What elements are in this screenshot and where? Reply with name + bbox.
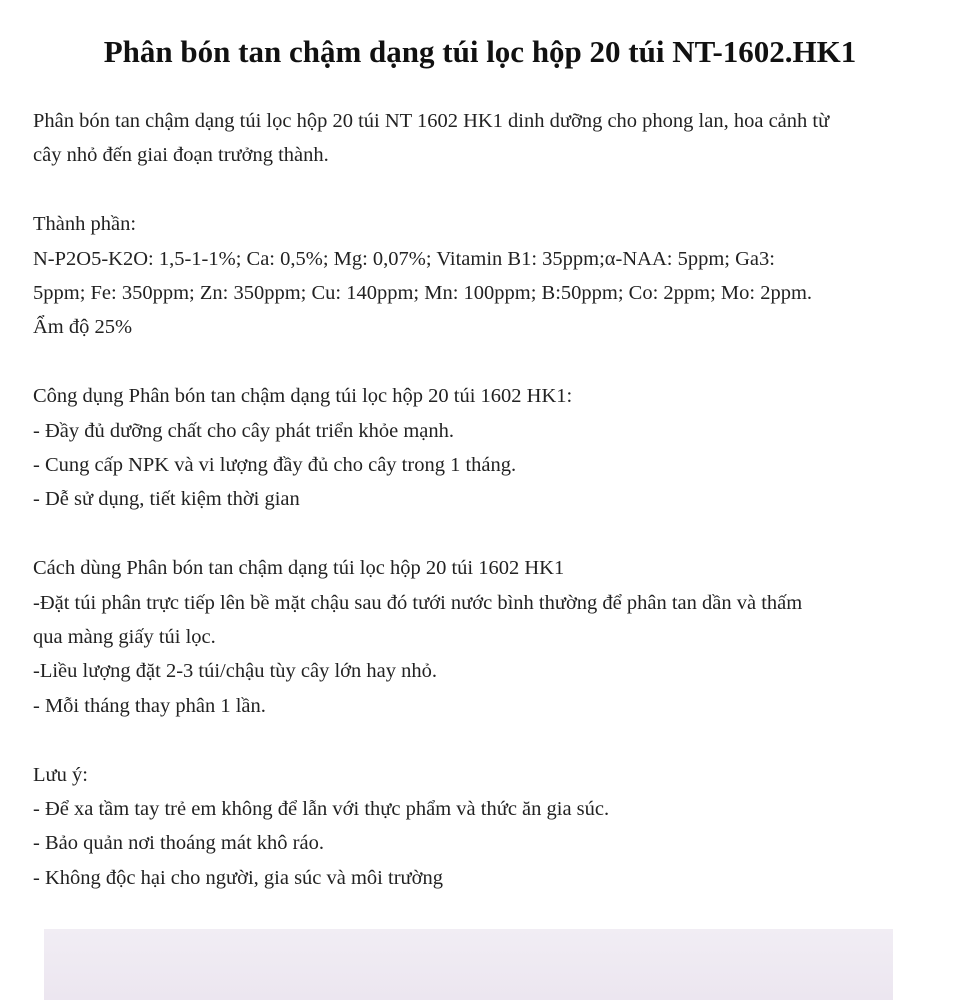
usage-item: -Liều lượng đặt 2-3 túi/chậu tùy cây lớn hay nhỏ. xyxy=(33,660,437,683)
notes-heading: Lưu ý: xyxy=(33,763,88,786)
page-title: Phân bón tan chậm dạng túi lọc hộp 20 túi NT-1602.HK1 xyxy=(103,34,857,69)
composition-section xyxy=(33,207,938,345)
usage-item: qua màng giấy túi lọc. xyxy=(33,626,216,649)
uses-item: - Cung cấp NPK và vi lượng đầy đủ cho cây trong 1 tháng. xyxy=(33,454,517,477)
composition-line: 5ppm; Fe: 350ppm; Zn: 350ppm; Cu: 140ppm; Mn: 100ppm; B:50ppm; Co: 2ppm; Mo: 2ppm. xyxy=(33,282,813,305)
usage-item: - Mỗi tháng thay phân 1 lần. xyxy=(33,694,266,717)
intro-line: cây nhỏ đến giai đoạn trưởng thành. xyxy=(33,144,329,167)
uses-item: - Dễ sử dụng, tiết kiệm thời gian xyxy=(33,488,300,511)
composition-heading: Thành phần: xyxy=(33,213,137,236)
usage-item: -Đặt túi phân trực tiếp lên bề mặt chậu sau đó tưới nước bình thường để phân tan dần và thấm xyxy=(33,591,803,614)
composition-line: Ẩm độ 25% xyxy=(33,316,133,339)
notes-item: - Để xa tầm tay trẻ em không để lẫn với thực phẩm và thức ăn gia súc. xyxy=(33,798,610,821)
intro-line: Phân bón tan chậm dạng túi lọc hộp 20 túi NT 1602 HK1 dinh dưỡng cho phong lan, hoa cảnh từ xyxy=(33,110,830,132)
product-image xyxy=(44,929,893,1000)
composition-line: N-P2O5-K2O: 1,5-1-1%; Ca: 0,5%; Mg: 0,07%; Vitamin B1: 35ppm;α-NAA: 5ppm; Ga3: xyxy=(33,247,775,270)
usage-heading: Cách dùng Phân bón tan chậm dạng túi lọc hộp 20 túi 1602 HK1 xyxy=(33,557,565,580)
uses-item: - Đầy đủ dưỡng chất cho cây phát triển khỏe mạnh. xyxy=(33,419,455,442)
intro-paragraph xyxy=(33,104,938,173)
uses-heading: Công dụng Phân bón tan chậm dạng túi lọc hộp 20 túi 1602 HK1: xyxy=(33,385,573,408)
notes-item: - Không độc hại cho người, gia súc và môi trường xyxy=(33,866,443,889)
product-description xyxy=(33,104,938,930)
notes-item: - Bảo quản nơi thoáng mát khô ráo. xyxy=(33,832,324,855)
notes-section xyxy=(33,758,938,896)
uses-section xyxy=(33,379,938,517)
usage-section xyxy=(33,551,938,723)
